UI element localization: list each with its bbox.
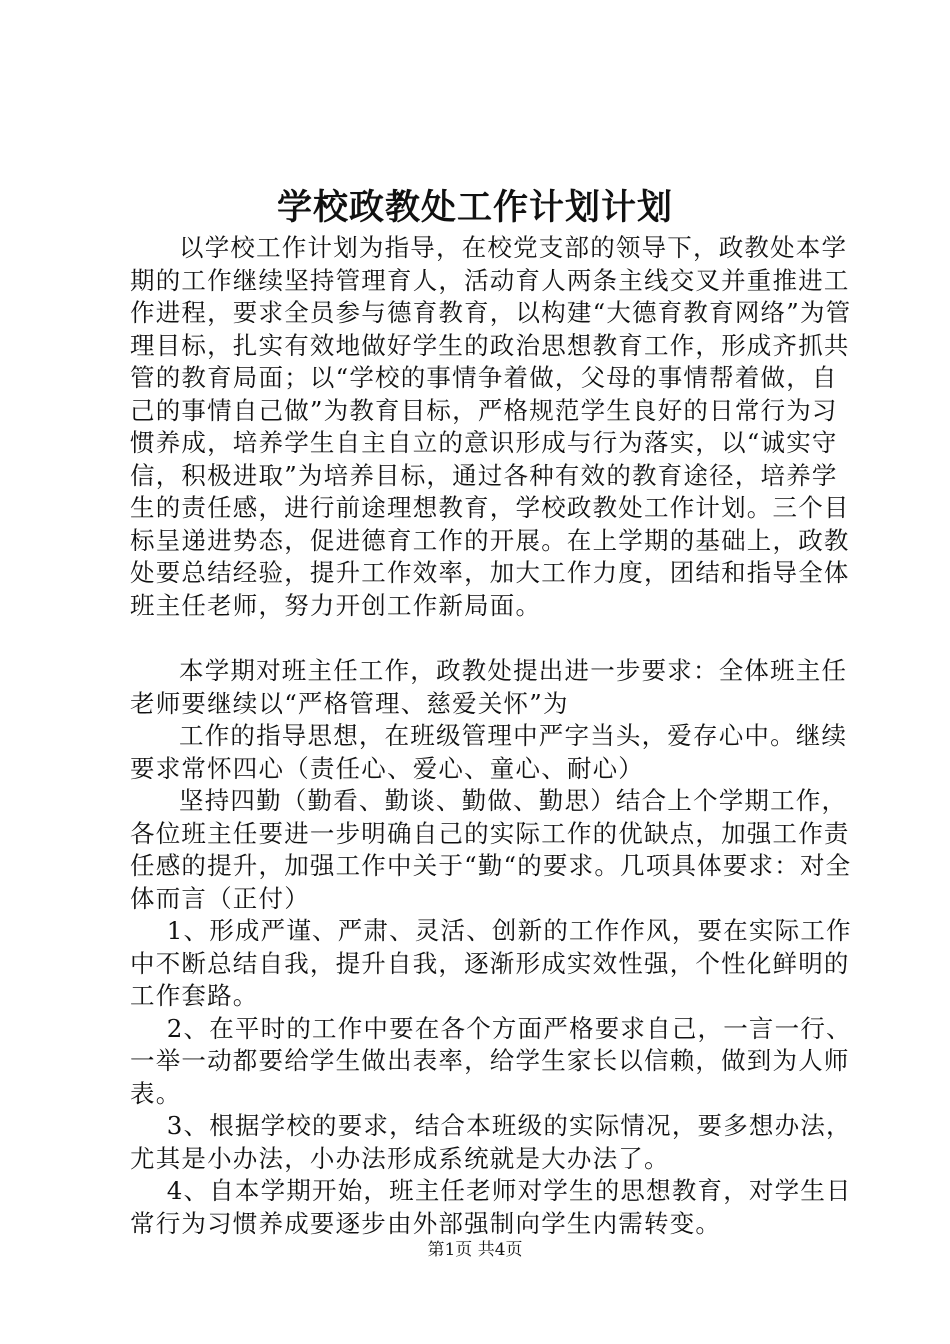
paragraph-requirements: 本学期对班主任工作，政教处提出进一步要求：全体班主任老师要继续以“严格管理、慈爱关怀”为 xyxy=(130,656,848,718)
page-number-footer: 第1页 共4页 xyxy=(427,1240,523,1260)
paragraph-four-diligence: 坚持四勤（勤看、勤谈、勤做、勤思）结合上个学期工作，各位班主任要进一步明确自己的实际工作的优缺点，加强工作责任感的提升，加强工作中关于“勤“的要求。几项具体要求：对全体而言（正付） xyxy=(130,786,852,913)
paragraph-guiding-idea: 工作的指导思想，在班级管理中严字当头，爱存心中。继续要求常怀四心（责任心、爱心、童心、耐心） xyxy=(130,721,848,783)
document-title: 学校政教处工作计划计划 xyxy=(276,187,673,228)
paragraph-gap xyxy=(130,622,856,655)
list-item-1: 1、形成严谨、严肃、灵活、创新的工作作风，要在实际工作中不断总结自我，提升自我，逐渐形成实效性强，个性化鲜明的工作套路。 xyxy=(130,916,852,1010)
paragraph-intro: 以学校工作计划为指导，在校党支部的领导下，政教处本学期的工作继续坚持管理育人，活动育人两条主线交叉并重推进工作进程，要求全员参与德育教育，以构建“大德育教育网络”为管理目标，扎实有效地做好学生的政治思想教育工作，形成齐抓共管的教育局面；以“学校的事情争着做，父母的事情帮着做，自己的事情自己做”为教育目标，严格规范学生良好的日常行为习惯养成，培养学生自主自立的意识形成与行为落实，以“诚实守信，积极进取”为培养目标，通过各种有效的教育途径，培养学生的责任感，进行前途理想教育，学校政教处工作计划。三个目标呈递进势态，促进德育工作的开展。在上学期的基础上，政教处要总结经验，提升工作效率，加大工作力度，团结和指导全体班主任老师，努力开创工作新局面。 xyxy=(130,233,852,620)
list-item-3: 3、根据学校的要求，结合本班级的实际情况，要多想办法，尤其是小办法，小办法形成系统就是大办法了。 xyxy=(130,1111,852,1173)
document-body xyxy=(130,232,856,1240)
list-item-4: 4、自本学期开始，班主任老师对学生的思想教育，对学生日常行为习惯养成要逐步由外部强制向学生内需转变。 xyxy=(130,1176,852,1238)
list-item-2: 2、在平时的工作中要在各个方面严格要求自己，一言一行、一举一动都要给学生做出表率，给学生家长以信赖，做到为人师表。 xyxy=(130,1013,852,1108)
